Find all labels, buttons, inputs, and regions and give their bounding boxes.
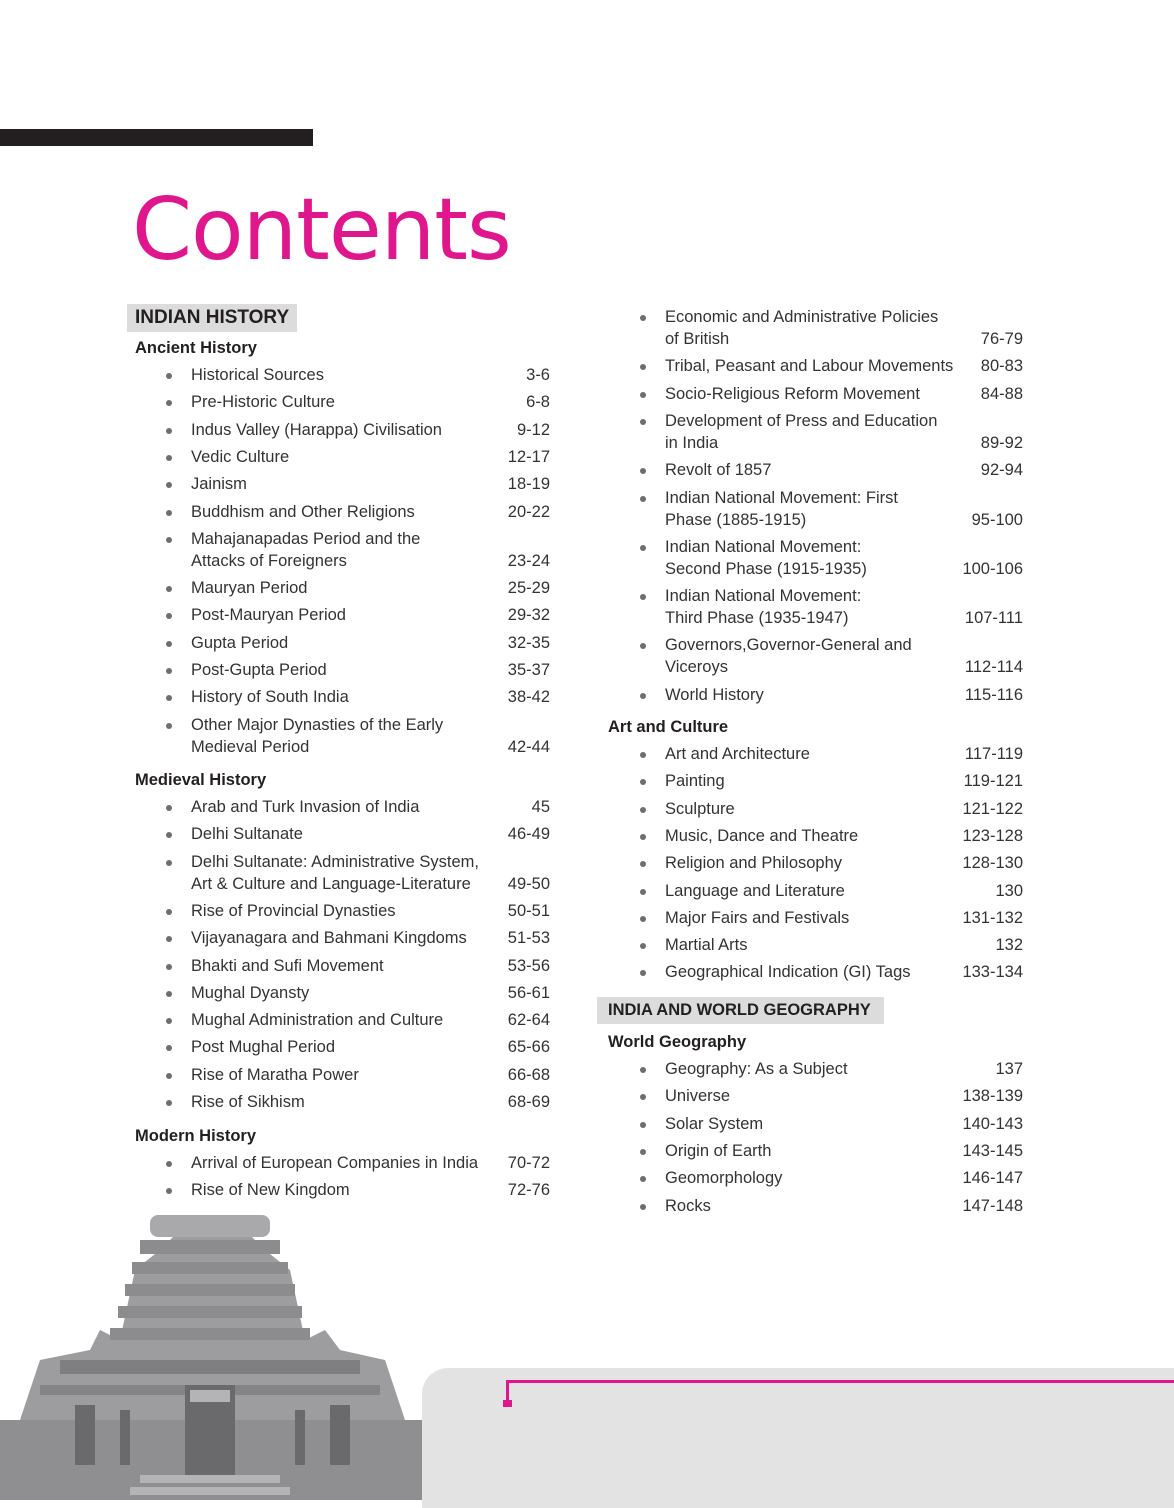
toc-entry[interactable] — [191, 1009, 550, 1031]
toc-entry-label: Other Major Dynasties of the Early — [191, 715, 444, 734]
toc-entry[interactable] — [665, 907, 1023, 929]
bullet-icon — [640, 970, 646, 976]
toc-entry[interactable] — [191, 659, 550, 681]
subhead-world-geography: World Geography — [608, 1033, 747, 1051]
bullet-icon — [166, 1161, 172, 1167]
toc-entry-label: Martial Arts — [665, 936, 748, 955]
toc-entry[interactable] — [665, 1140, 1023, 1162]
bullet-icon — [640, 496, 646, 502]
bullet-icon — [640, 1176, 646, 1182]
toc-entry[interactable] — [191, 364, 550, 386]
toc-entry-label: Geographical Indication (GI) Tags — [665, 963, 911, 982]
toc-entry-label-cont: Medieval Period — [191, 737, 310, 756]
bullet-icon — [166, 695, 172, 701]
toc-entry-label: Rise of New Kingdom — [191, 1181, 350, 1200]
section-geography: INDIA AND WORLD GEOGRAPHY — [597, 997, 884, 1024]
toc-entry-label-cont: in India — [665, 433, 719, 452]
page-title: Contents — [132, 180, 511, 280]
toc-entry[interactable] — [191, 900, 550, 922]
bullet-icon — [166, 428, 172, 434]
toc-entry[interactable] — [665, 487, 1023, 531]
toc-entry-label: Revolt of 1857 — [665, 461, 772, 480]
toc-entry-label: Gupta Period — [191, 633, 289, 652]
toc-entry-label: Vedic Culture — [191, 447, 290, 466]
toc-entry[interactable] — [665, 585, 1023, 629]
bullet-icon — [640, 364, 646, 370]
toc-entry[interactable] — [191, 1179, 550, 1201]
toc-entry-label-cont: of British — [665, 330, 730, 348]
toc-entry-label: Mughal Dyansty — [191, 983, 310, 1002]
toc-entry-pages: 12-17 — [507, 447, 550, 466]
toc-entry-pages: 38-42 — [507, 688, 550, 707]
toc-entry-label: Universe — [665, 1087, 731, 1106]
toc-entry-pages: 76-79 — [980, 330, 1023, 348]
bullet-icon — [166, 1045, 172, 1051]
subhead-modern-history: Modern History — [135, 1127, 257, 1145]
toc-entry-label: Origin of Earth — [665, 1141, 772, 1160]
toc-entry-label-cont: Third Phase (1935-1947) — [665, 609, 849, 628]
bullet-icon — [166, 373, 172, 379]
bullet-icon — [640, 779, 646, 785]
toc-entry-label-cont: Phase (1885-1915) — [665, 510, 807, 529]
toc-entry-pages: 3-6 — [526, 366, 550, 384]
toc-entry-label: Arrival of European Companies in India — [191, 1154, 479, 1172]
toc-entry[interactable] — [665, 1167, 1023, 1189]
toc-entry-pages: 6-8 — [526, 393, 550, 412]
toc-entry-pages: 89-92 — [980, 433, 1023, 452]
toc-entry-pages: 100-106 — [962, 559, 1023, 578]
toc-entry-label: Music, Dance and Theatre — [665, 826, 859, 845]
toc-entry-label: Delhi Sultanate: Administrative System, — [191, 852, 479, 871]
toc-entry-pages: 121-122 — [962, 799, 1023, 818]
bullet-icon — [166, 860, 172, 866]
bullet-icon — [166, 482, 172, 488]
toc-entry-pages: 107-111 — [964, 609, 1023, 628]
toc-entry-label: Post-Mauryan Period — [191, 606, 346, 625]
toc-entry-label: Indian National Movement: First — [665, 488, 898, 507]
toc-entry[interactable] — [191, 473, 550, 495]
toc-entry[interactable] — [665, 1113, 1023, 1135]
toc-entry-pages: 132 — [995, 936, 1023, 955]
section-indian-history: INDIAN HISTORY — [127, 304, 297, 332]
toc-entry-label: World History — [665, 685, 764, 704]
toc-entry-pages: 119-121 — [963, 772, 1023, 791]
bullet-icon — [166, 991, 172, 997]
toc-entry[interactable] — [665, 536, 1023, 580]
bullet-icon — [640, 1204, 646, 1210]
bullet-icon — [640, 643, 646, 649]
toc-entry-pages: 72-76 — [507, 1181, 550, 1200]
subhead-ancient-history: Ancient History — [135, 339, 257, 357]
bullet-icon — [166, 964, 172, 970]
bullet-icon — [166, 537, 172, 543]
toc-entry-label: Indian National Movement: — [665, 537, 862, 556]
toc-entry-label: Language and Literature — [665, 881, 845, 900]
toc-entry-label: Historical Sources — [191, 366, 324, 384]
bullet-icon — [166, 805, 172, 811]
toc-entry-label: Pre-Historic Culture — [191, 393, 335, 412]
toc-entry-label: Rocks — [665, 1196, 711, 1215]
toc-entry-label-cont: Viceroys — [665, 658, 728, 677]
toc-entry-pages: 32-35 — [507, 633, 550, 652]
toc-entry-pages: 9-12 — [516, 420, 550, 439]
bullet-icon — [166, 613, 172, 619]
toc-entry-label: Arab and Turk Invasion of India — [191, 798, 420, 816]
toc-entry[interactable] — [191, 823, 550, 845]
toc-entry[interactable] — [665, 880, 1023, 902]
toc-entry-label: Sculpture — [665, 799, 735, 818]
toc-entry-pages: 56-61 — [507, 983, 550, 1002]
toc-entry-pages: 53-56 — [507, 956, 550, 975]
toc-entry-pages: 45 — [531, 798, 550, 816]
toc-entry-label-cont: Art & Culture and Language-Literature — [191, 874, 471, 893]
toc-entry-label: Mughal Administration and Culture — [191, 1011, 444, 1030]
bullet-icon — [640, 834, 646, 840]
toc-entry-label: Bhakti and Sufi Movement — [191, 956, 384, 975]
toc-entry-label: History of South India — [191, 688, 349, 707]
bullet-icon — [166, 909, 172, 915]
toc-entry-label: Buddhism and Other Religions — [191, 502, 415, 521]
toc-entry-pages: 23-24 — [507, 551, 550, 570]
bullet-icon — [166, 1018, 172, 1024]
temple-illustration-icon — [0, 1210, 430, 1500]
toc-entry-label-cont: Attacks of Foreigners — [191, 551, 347, 570]
toc-entry[interactable] — [191, 955, 550, 977]
toc-entry[interactable] — [191, 501, 550, 523]
bullet-icon — [166, 936, 172, 942]
toc-entry-label: Mahajanapadas Period and the — [191, 529, 421, 548]
bullet-icon — [166, 668, 172, 674]
toc-entry-label: Post-Gupta Period — [191, 661, 327, 679]
toc-entry-pages: 123-128 — [962, 826, 1023, 845]
toc-entry-pages: 128-130 — [962, 854, 1023, 873]
bullet-icon — [640, 1067, 646, 1073]
toc-entry-label: Painting — [665, 772, 725, 791]
toc-entry-pages: 42-44 — [507, 737, 550, 756]
toc-entry-label: Solar System — [665, 1114, 764, 1133]
toc-entry-label: Vijayanagara and Bahmani Kingdoms — [191, 929, 467, 948]
toc-entry[interactable] — [665, 634, 1023, 678]
toc-entry-label: Art and Architecture — [665, 745, 810, 763]
toc-entry[interactable] — [665, 459, 1023, 481]
toc-entry[interactable] — [191, 528, 550, 572]
bullet-icon — [166, 641, 172, 647]
toc-entry-pages: 46-49 — [507, 825, 550, 844]
bullet-icon — [640, 752, 646, 758]
toc-entry-label: Tribal, Peasant and Labour Movements — [665, 357, 954, 376]
toc-entry-label-cont: Second Phase (1915-1935) — [665, 559, 867, 578]
toc-entry-pages: 80-83 — [980, 357, 1023, 376]
bullet-icon — [166, 723, 172, 729]
toc-entry-pages: 25-29 — [507, 579, 550, 598]
toc-entry-pages: 146-147 — [962, 1169, 1023, 1188]
bullet-icon — [640, 468, 646, 474]
toc-entry-label: Indian National Movement: — [665, 587, 862, 606]
toc-entry-pages: 51-53 — [507, 929, 550, 948]
toc-entry-label: Major Fairs and Festivals — [665, 908, 850, 927]
toc-entry-label: Rise of Sikhism — [191, 1093, 305, 1111]
toc-entry[interactable] — [191, 446, 550, 468]
toc-entry-label: Delhi Sultanate — [191, 825, 303, 844]
toc-entry-pages: 133-134 — [962, 963, 1023, 982]
bullet-icon — [640, 943, 646, 949]
bullet-icon — [166, 1073, 172, 1079]
bullet-icon — [640, 419, 646, 425]
toc-entry-label: Religion and Philosophy — [665, 854, 843, 873]
toc-entry-label: Rise of Maratha Power — [191, 1065, 359, 1084]
subhead-art-and-culture: Art and Culture — [608, 718, 729, 736]
bullet-icon — [166, 510, 172, 516]
toc-entry-pages: 137 — [995, 1060, 1023, 1078]
toc-entry[interactable] — [665, 798, 1023, 820]
bullet-icon — [640, 861, 646, 867]
bullet-icon — [640, 916, 646, 922]
bullet-icon — [640, 392, 646, 398]
footer-panel — [422, 1368, 1174, 1508]
toc-entry[interactable] — [191, 419, 550, 441]
toc-entry[interactable] — [191, 796, 550, 818]
bullet-icon — [640, 315, 646, 321]
toc-entry[interactable] — [191, 391, 550, 413]
toc-entry-pages: 95-100 — [971, 510, 1023, 529]
toc-entry[interactable] — [191, 982, 550, 1004]
toc-entry[interactable] — [191, 604, 550, 626]
toc-entry[interactable] — [665, 961, 1023, 983]
bullet-icon — [166, 586, 172, 592]
toc-entry[interactable] — [665, 825, 1023, 847]
bullet-icon — [166, 455, 172, 461]
toc-entry-pages: 140-143 — [962, 1114, 1023, 1133]
bullet-icon — [166, 1100, 172, 1106]
toc-entry[interactable] — [665, 743, 1023, 765]
toc-entry-pages: 84-88 — [980, 384, 1023, 403]
toc-entry-pages: 49-50 — [507, 874, 550, 893]
toc-entry[interactable] — [191, 1152, 550, 1174]
toc-entry[interactable] — [191, 632, 550, 654]
toc-entry[interactable] — [665, 852, 1023, 874]
toc-entry-pages: 18-19 — [507, 475, 550, 494]
toc-entry-pages: 112-114 — [964, 658, 1023, 677]
toc-entry-label: Geomorphology — [665, 1169, 783, 1188]
bullet-icon — [640, 807, 646, 813]
toc-entry[interactable] — [665, 770, 1023, 792]
bullet-icon — [166, 1188, 172, 1194]
toc-entry-pages: 62-64 — [507, 1011, 550, 1030]
bullet-icon — [640, 889, 646, 895]
top-black-bar — [0, 129, 313, 146]
bullet-icon — [640, 594, 646, 600]
toc-entry-pages: 130 — [995, 881, 1023, 900]
toc-entry[interactable] — [665, 383, 1023, 405]
footer-accent-line — [506, 1380, 1174, 1383]
toc-entry[interactable] — [191, 1091, 550, 1113]
toc-entry[interactable] — [191, 1036, 550, 1058]
bullet-icon — [166, 400, 172, 406]
toc-entry-pages: 117-119 — [964, 745, 1023, 763]
toc-entry[interactable] — [191, 1064, 550, 1086]
toc-entry-pages: 143-145 — [962, 1141, 1023, 1160]
toc-entry[interactable] — [665, 1058, 1023, 1080]
toc-entry-label: Jainism — [191, 475, 247, 494]
toc-entry-pages: 35-37 — [507, 661, 550, 679]
toc-entry-pages: 131-132 — [962, 908, 1023, 927]
toc-entry-label: Mauryan Period — [191, 579, 308, 598]
toc-entry-pages: 70-72 — [507, 1154, 550, 1172]
toc-entry[interactable] — [665, 306, 1023, 350]
toc-entry[interactable] — [191, 714, 550, 758]
toc-entry-label: Post Mughal Period — [191, 1038, 335, 1057]
toc-entry-pages: 50-51 — [507, 901, 550, 920]
toc-entry[interactable] — [191, 686, 550, 708]
toc-entry[interactable] — [665, 934, 1023, 956]
subhead-medieval-history: Medieval History — [135, 771, 267, 789]
toc-entry[interactable] — [665, 1085, 1023, 1107]
toc-entry-pages: 65-66 — [507, 1038, 550, 1057]
toc-entry[interactable] — [665, 355, 1023, 377]
toc-entry-pages: 20-22 — [507, 502, 550, 521]
toc-entry-pages: 29-32 — [507, 606, 550, 625]
toc-entry-label: Geography: As a Subject — [665, 1060, 848, 1078]
toc-entry-label: Rise of Provincial Dynasties — [191, 901, 396, 920]
toc-entry-pages: 66-68 — [507, 1065, 550, 1084]
toc-entry-label: Indus Valley (Harappa) Civilisation — [191, 420, 442, 439]
bullet-icon — [640, 1094, 646, 1100]
bullet-icon — [640, 1122, 646, 1128]
toc-entry[interactable] — [665, 1195, 1023, 1217]
toc-entry-pages: 147-148 — [962, 1196, 1023, 1215]
toc-entry-label: Development of Press and Education — [665, 411, 938, 430]
toc-entry[interactable] — [191, 577, 550, 599]
toc-entry[interactable] — [191, 851, 550, 895]
toc-entry-label: Socio-Religious Reform Movement — [665, 384, 920, 403]
toc-entry-pages: 68-69 — [507, 1093, 550, 1111]
bullet-icon — [640, 545, 646, 551]
toc-entry-pages: 115-116 — [964, 685, 1023, 704]
bullet-icon — [166, 832, 172, 838]
bullet-icon — [640, 693, 646, 699]
toc-entry-pages: 92-94 — [980, 461, 1023, 480]
toc-entry-label: Economic and Administrative Policies — [665, 308, 939, 326]
toc-entry-pages: 138-139 — [962, 1087, 1023, 1106]
footer-accent-dot — [503, 1400, 512, 1407]
toc-entry-label: Governors,Governor-General and — [665, 636, 912, 655]
toc-entry[interactable] — [665, 684, 1023, 706]
toc-entry[interactable] — [665, 410, 1023, 454]
toc-entry[interactable] — [191, 927, 550, 949]
bullet-icon — [640, 1149, 646, 1155]
